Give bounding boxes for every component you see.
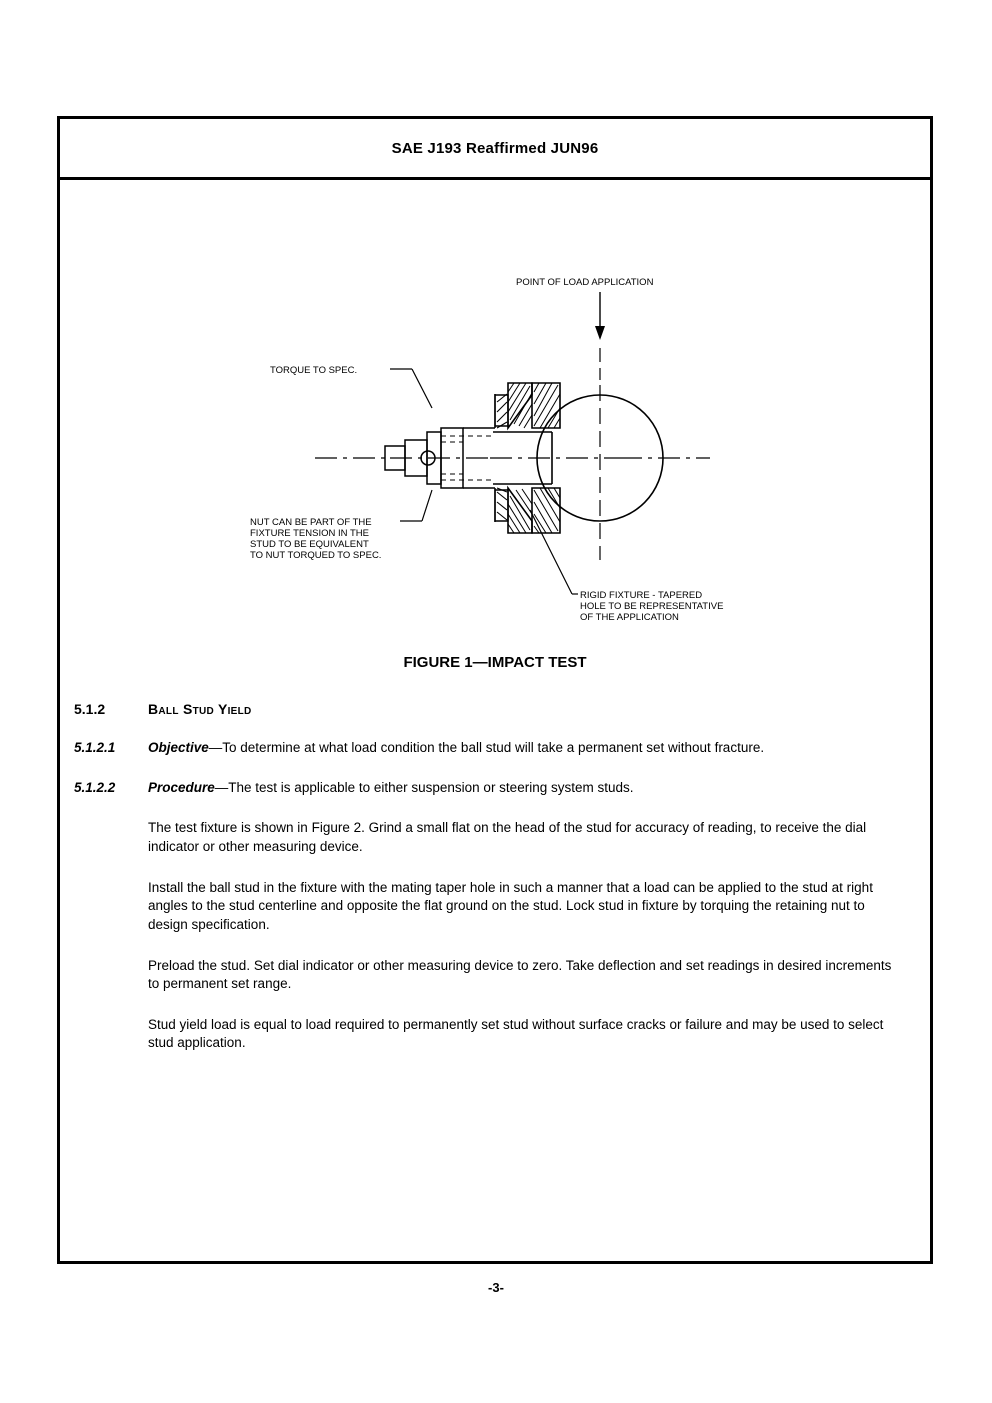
paragraph-procedure bbox=[60, 779, 930, 797]
page-content bbox=[60, 180, 930, 1053]
paragraph-number-objective: 5.1.2.1 bbox=[74, 740, 116, 755]
paragraph-objective bbox=[60, 739, 930, 757]
procedure-lead: Procedure bbox=[148, 780, 215, 796]
section-title: Ball Stud Yield bbox=[148, 701, 252, 717]
procedure-text: —The test is applicable to either suspension or steering system studs. bbox=[214, 780, 634, 796]
label-fixture-2: HOLE TO BE REPRESENTATIVE bbox=[580, 601, 724, 612]
label-nut-note-4: TO NUT TORQUED TO SPEC. bbox=[250, 550, 382, 561]
page-title: SAE J193 Reaffirmed JUN96 bbox=[391, 139, 599, 157]
body-paragraph-4: Stud yield load is equal to load required to permanently set stud without surface cracks or failure and may be used to select stud application. bbox=[148, 1016, 884, 1051]
impact-test-drawing bbox=[60, 180, 930, 650]
objective-lead: Objective bbox=[148, 740, 209, 755]
body-paragraph-1: The test fixture is shown in Figure 2. Grind a small flat on the head of the stud for accuracy of reading, to receive the dial indicator or other measuring device. bbox=[148, 820, 867, 855]
figure-caption: FIGURE 1—IMPACT TEST bbox=[403, 654, 587, 671]
objective-text: —To determine at what load condition the ball stud will take a permanent set without fracture. bbox=[208, 740, 765, 755]
body-paragraph-2: Install the ball stud in the fixture with the mating taper hole in such a manner that a load can be applied to the stud at right angles to the stud centerline and opposite the flat ground on the stud. Lock stud in fixture by torquing the retaining nut to design specification. bbox=[148, 879, 873, 932]
page-footer: -3- bbox=[488, 1280, 504, 1295]
label-torque-to-spec: TORQUE TO SPEC. bbox=[270, 365, 358, 376]
label-nut-note-2: FIXTURE TENSION IN THE bbox=[250, 528, 369, 539]
document-page bbox=[57, 116, 933, 1264]
label-load-point: POINT OF LOAD APPLICATION bbox=[516, 277, 654, 288]
label-fixture-1: RIGID FIXTURE - TAPERED bbox=[580, 590, 703, 601]
label-nut-note-1: NUT CAN BE PART OF THE bbox=[250, 517, 372, 528]
figure-impact-test bbox=[60, 180, 930, 650]
label-nut-note-3: STUD TO BE EQUIVALENT bbox=[250, 539, 369, 550]
page-header bbox=[60, 119, 930, 180]
body-paragraph-3: Preload the stud. Set dial indicator or other measuring device to zero. Take deflection and set readings in desired increments to permanent set range. bbox=[148, 957, 892, 992]
label-fixture-3: OF THE APPLICATION bbox=[580, 612, 679, 623]
paragraph-number-procedure: 5.1.2.2 bbox=[74, 780, 116, 796]
section-number: 5.1.2 bbox=[74, 701, 106, 717]
section-heading bbox=[60, 701, 930, 717]
